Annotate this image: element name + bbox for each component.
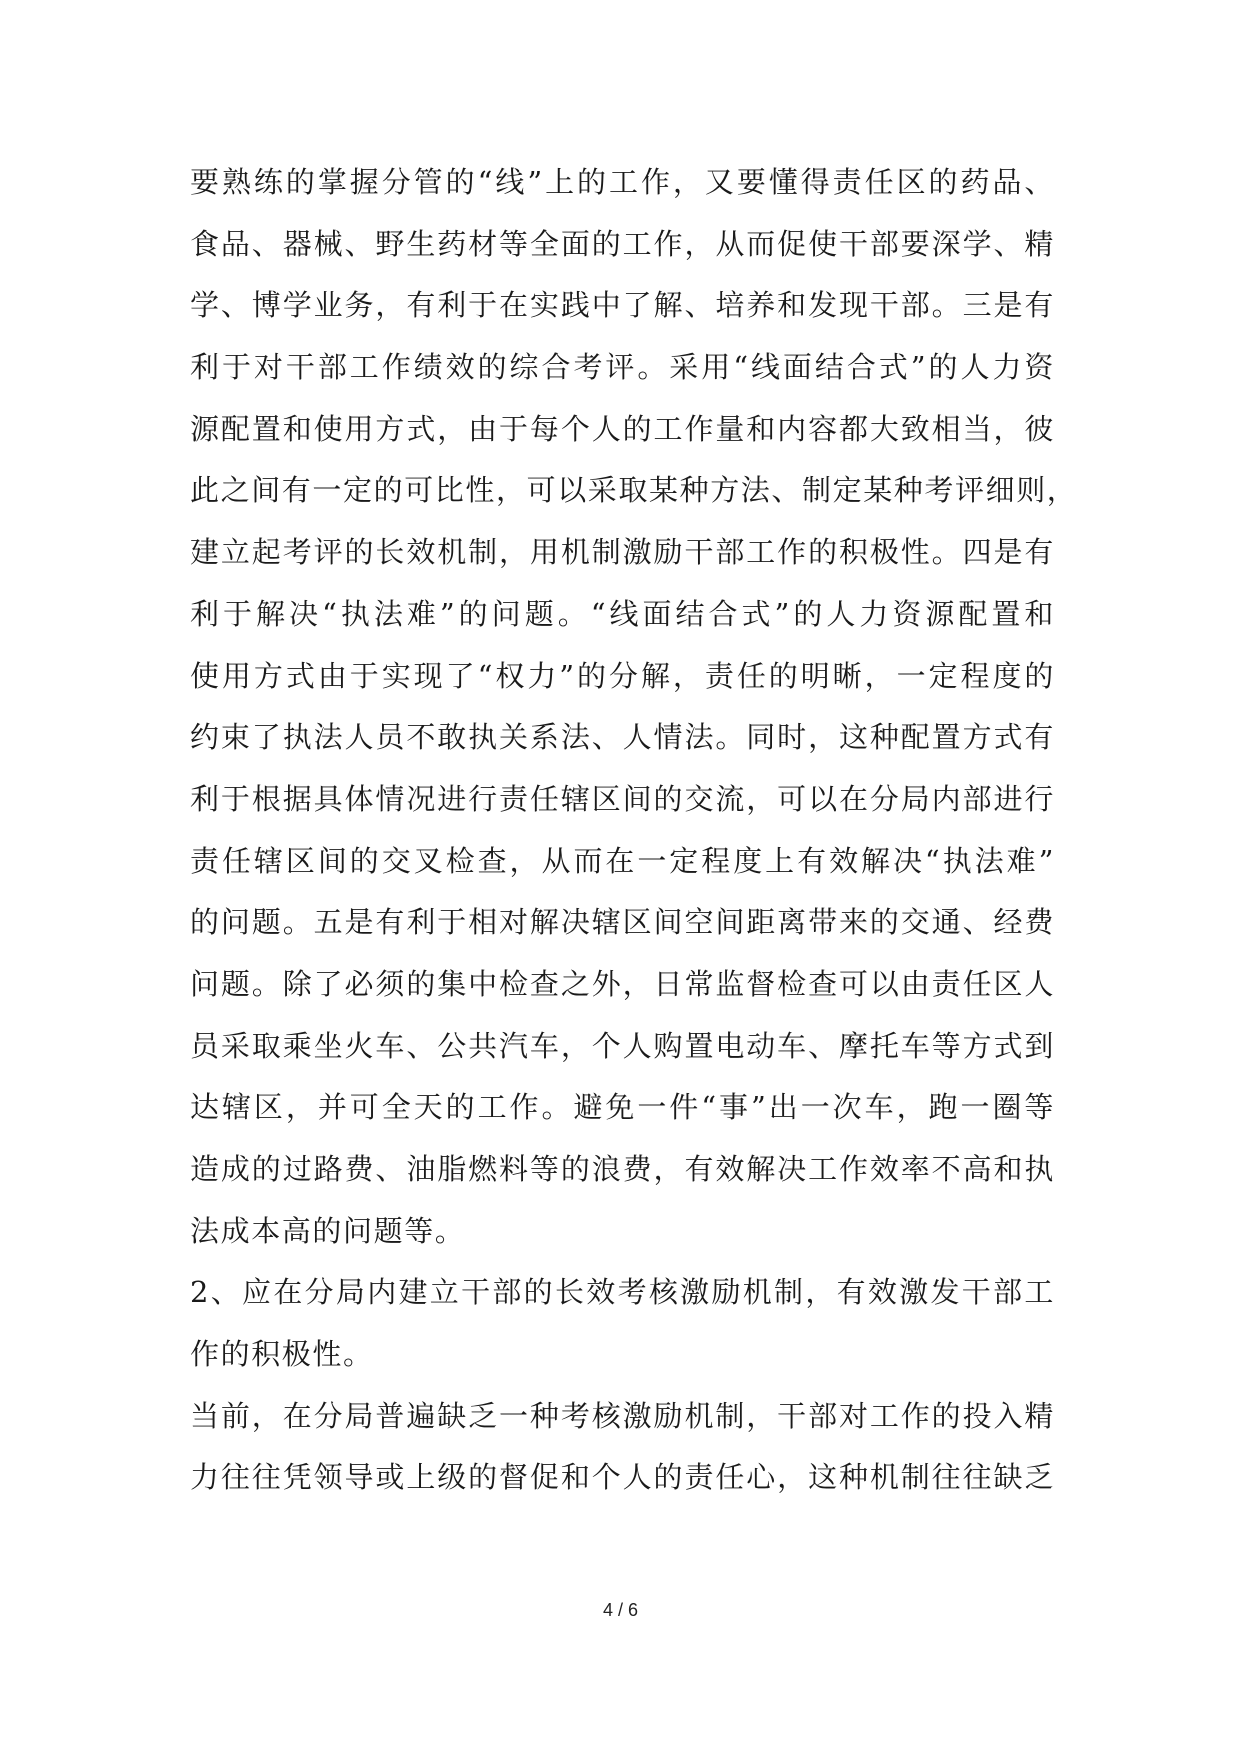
text-line: 的问题。五是有利于相对解决辖区间空间距离带来的交通、经费	[190, 905, 1055, 940]
text-line: 责任辖区间的交叉检查，从而在一定程度上有效解决“执法难”	[190, 843, 1055, 878]
text-line: 利于解决“执法难”的问题。“线面结合式”的人力资源配置和	[190, 596, 1055, 631]
text-line: 当前，在分局普遍缺乏一种考核激励机制，干部对工作的投入精	[190, 1398, 1055, 1433]
text-line: 力往往凭领导或上级的督促和个人的责任心，这种机制往往缺乏	[190, 1460, 1055, 1495]
text-line: 要熟练的掌握分管的“线”上的工作，又要懂得责任区的药品、	[190, 165, 1055, 199]
text-line: 作的积极性。	[190, 1337, 374, 1372]
page-number: 4 / 6	[602, 1600, 639, 1620]
text-line: 学、博学业务，有利于在实践中了解、培养和发现干部。三是有	[190, 288, 1055, 323]
text-line: 约束了执法人员不敢执关系法、人情法。同时，这种配置方式有	[190, 720, 1055, 755]
text-line: 问题。除了必须的集中检查之外，日常监督检查可以由责任区人	[190, 966, 1055, 1001]
text-line: 使用方式由于实现了“权力”的分解，责任的明晰，一定程度的	[190, 658, 1055, 693]
text-line: 利于对干部工作绩效的综合考评。采用“线面结合式”的人力资	[190, 350, 1055, 385]
text-line: 食品、器械、野生药材等全面的工作，从而促使干部要深学、精	[190, 226, 1055, 261]
text-line: 2、应在分局内建立干部的长效考核激励机制，有效激发干部工	[190, 1275, 1055, 1310]
text-line: 员采取乘坐火车、公共汽车，个人购置电动车、摩托车等方式到	[190, 1028, 1055, 1063]
text-line: 源配置和使用方式，由于每个人的工作量和内容都大致相当，彼	[190, 411, 1055, 446]
text-line: 建立起考评的长效机制，用机制激励干部工作的积极性。四是有	[190, 535, 1055, 570]
text-line: 造成的过路费、油脂燃料等的浪费，有效解决工作效率不高和执	[190, 1152, 1055, 1186]
text-line: 利于根据具体情况进行责任辖区间的交流，可以在分局内部进行	[190, 781, 1055, 816]
text-line: 达辖区，并可全天的工作。避免一件“事”出一次车，跑一圈等	[190, 1090, 1055, 1125]
text-line: 法成本高的问题等。	[190, 1213, 466, 1248]
text-line: 此之间有一定的可比性，可以采取某种方法、制定某种考评细则，	[190, 473, 1078, 508]
document-body	[190, 152, 1078, 1509]
